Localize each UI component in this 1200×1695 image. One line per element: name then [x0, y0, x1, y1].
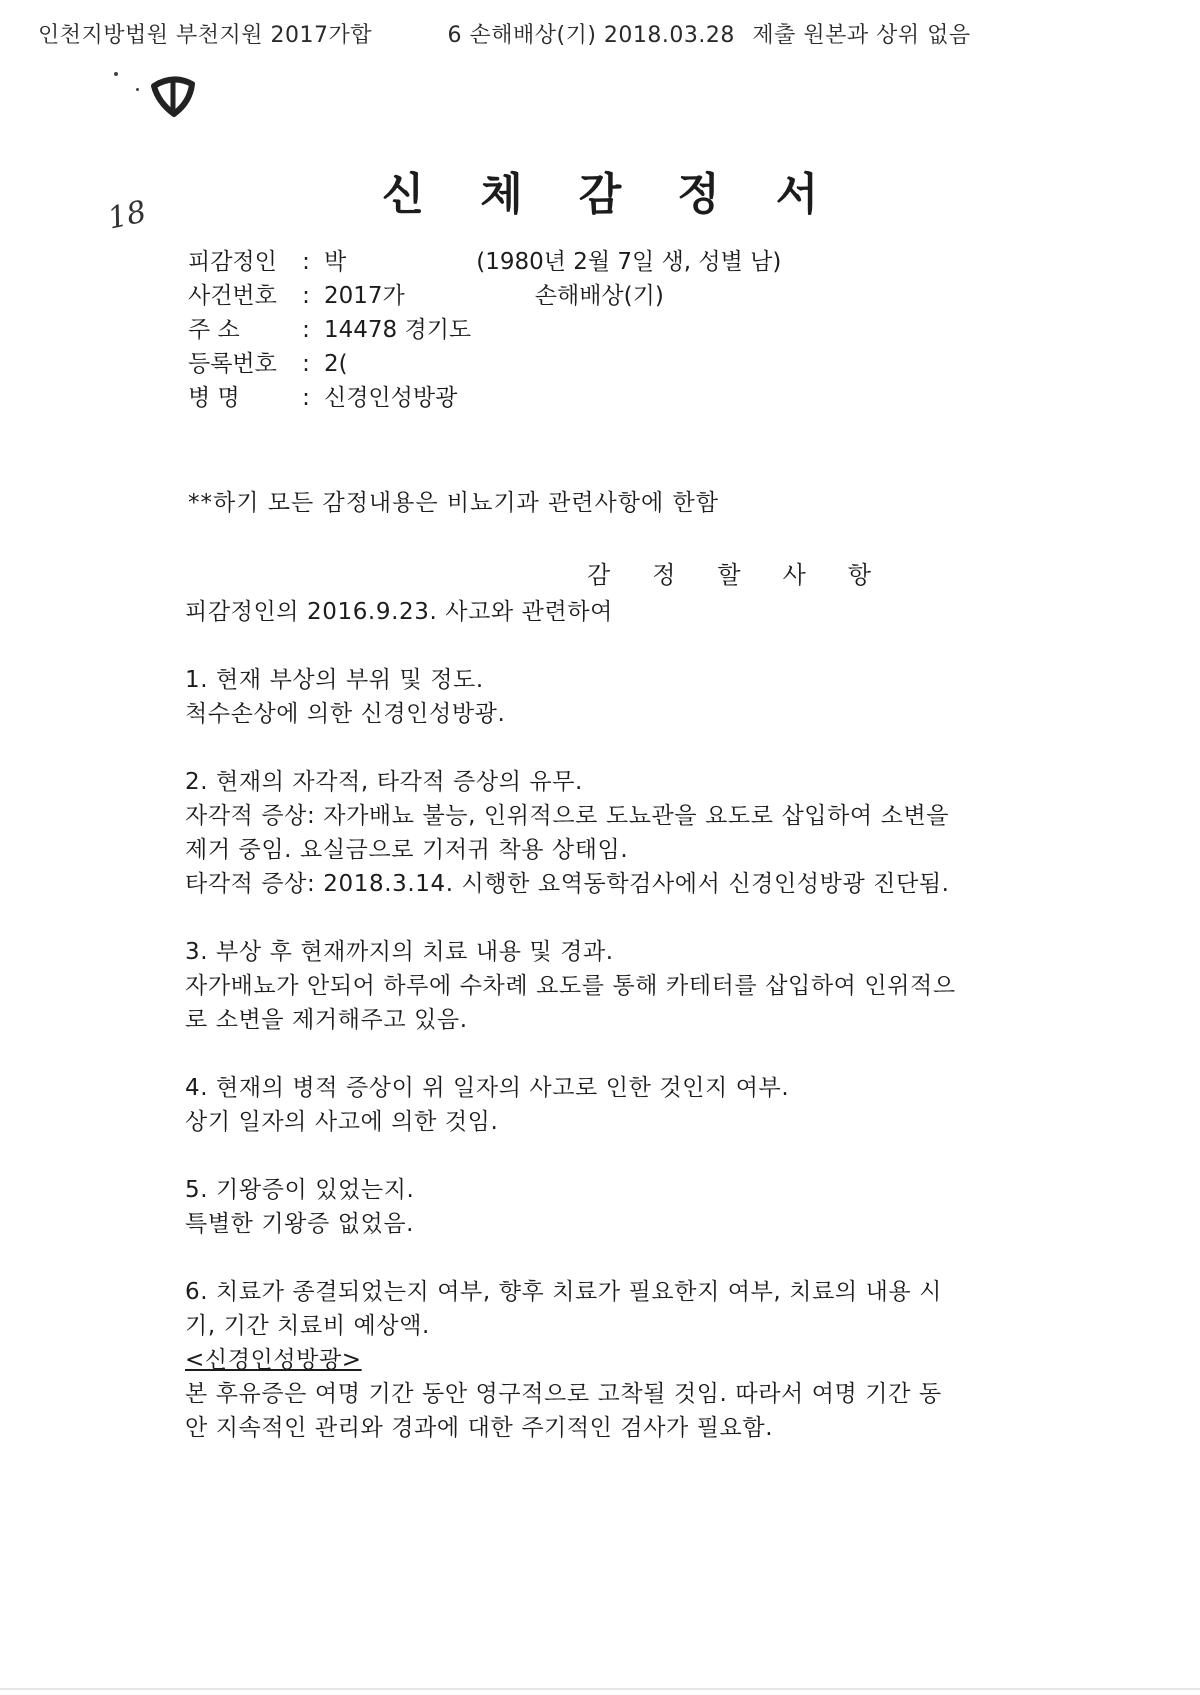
item-question: 6. 치료가 종결되었는지 여부, 향후 치료가 필요한지 여부, 치료의 내용 시 — [185, 1279, 942, 1305]
subject-info-block — [188, 245, 781, 415]
info-value: 14478 경기도 — [324, 317, 472, 343]
item-subheading: <신경인성방광> — [185, 1347, 362, 1373]
handwritten-mark-icon — [148, 72, 198, 118]
scan-edge — [0, 1688, 1200, 1690]
item-answer: 본 후유증은 여명 기간 동안 영구적으로 고착될 것임. 따라서 여명 기간 동 — [185, 1381, 942, 1407]
item-question: 1. 현재 부상의 부위 및 정도. — [185, 667, 484, 693]
page-number: 18 — [104, 194, 150, 237]
assessment-body — [185, 595, 1035, 1445]
item-answer: 특별한 기왕증 없었음. — [185, 1211, 415, 1237]
court-header-stamp — [38, 18, 971, 49]
info-label: 주 소 — [188, 317, 240, 343]
ink-dot — [114, 72, 118, 76]
info-value: 박 — [324, 249, 347, 275]
case-type: 손해배상(기) — [534, 283, 664, 309]
certification-note: 제출 원본과 상위 없음 — [752, 23, 971, 48]
info-row-diagnosis — [188, 381, 781, 415]
info-label: 사건번호 — [188, 283, 277, 309]
item-answer: 제거 중임. 요실금으로 기저귀 착용 상태임. — [185, 837, 629, 863]
item-answer: 척수손상에 의한 신경인성방광. — [185, 701, 506, 727]
item-question: 2. 현재의 자각적, 타각적 증상의 유무. — [185, 769, 583, 795]
info-row-reg-no — [188, 347, 781, 381]
info-row-subject — [188, 245, 781, 279]
item-answer: 안 지속적인 관리와 경과에 대한 주기적인 검사가 필요함. — [185, 1415, 774, 1441]
colon: : — [302, 351, 310, 377]
item-question: 4. 현재의 병적 증상이 위 일자의 사고로 인한 것인지 여부. — [185, 1075, 790, 1101]
item-answer: 자가배뇨가 안되어 하루에 수차례 요도를 통해 카테터를 삽입하여 인위적으 — [185, 973, 956, 999]
scope-notice: **하기 모든 감정내용은 비뇨기과 관련사항에 한함 — [188, 490, 719, 516]
item-answer: 상기 일자의 사고에 의한 것임. — [185, 1109, 499, 1135]
colon: : — [302, 283, 310, 309]
case-reference: 6 손해배상(기) 2018.03.28 — [447, 23, 735, 48]
info-value: 신경인성방광 — [324, 385, 458, 411]
colon: : — [302, 385, 310, 411]
document-title: 신체감정서 — [381, 169, 875, 220]
section-title: 감정할사항 — [587, 561, 913, 589]
item-answer: 타각적 증상: 2018.3.14. 시행한 요역동학검사에서 신경인성방광 진단됨. — [185, 871, 950, 897]
info-row-case-no — [188, 279, 781, 313]
info-value: 2017가 — [324, 283, 405, 309]
colon: : — [302, 317, 310, 343]
info-label: 병 명 — [188, 385, 240, 411]
info-label: 피감정인 — [188, 249, 277, 275]
info-value: 2( — [324, 351, 348, 377]
item-question-cont: 기, 기간 치료비 예상액. — [185, 1313, 430, 1339]
item-question: 3. 부상 후 현재까지의 치료 내용 및 경과. — [185, 939, 614, 965]
birth-info: (1980년 2월 7일 생, 성별 남) — [476, 249, 782, 275]
item-answer: 자각적 증상: 자가배뇨 불능, 인위적으로 도뇨관을 요도로 삽입하여 소변을 — [185, 803, 950, 829]
item-answer: 로 소변을 제거해주고 있음. — [185, 1007, 468, 1033]
item-question: 5. 기왕증이 있었는지. — [185, 1177, 415, 1203]
intro-line: 피감정인의 2016.9.23. 사고와 관련하여 — [185, 599, 613, 625]
court-name: 인천지방법원 부천지원 2017가합 — [38, 23, 372, 48]
ink-dot — [136, 88, 139, 91]
colon: : — [302, 249, 310, 275]
info-label: 등록번호 — [188, 351, 277, 377]
info-row-address — [188, 313, 781, 347]
